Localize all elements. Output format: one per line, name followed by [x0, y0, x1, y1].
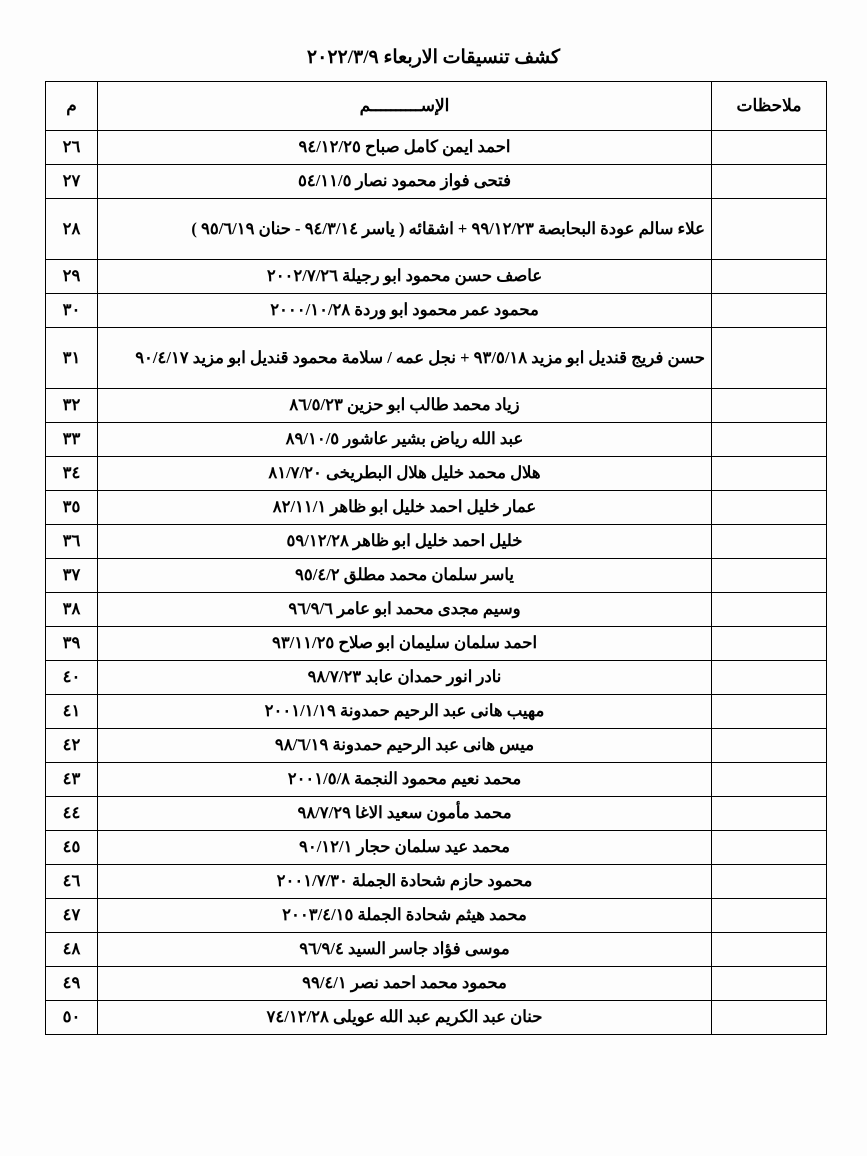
cell-number: ٤٨ — [46, 933, 98, 967]
cell-name: محمد هيثم شحادة الجملة ٢٠٠٣/٤/١٥ — [98, 899, 712, 933]
cell-notes — [712, 328, 827, 389]
cell-number: ٣٠ — [46, 294, 98, 328]
cell-name: محمود حازم شحادة الجملة ٢٠٠١/٧/٣٠ — [98, 865, 712, 899]
cell-name: احمد ايمن كامل صباح ٩٤/١٢/٢٥ — [98, 131, 712, 165]
cell-name: علاء سالم عودة البحابصة ٩٩/١٢/٢٣ + اشقائه ( ياسر ٩٤/٣/١٤ - حنان ٩٥/٦/١٩ ) — [98, 199, 712, 260]
cell-name: عبد الله رياض بشير عاشور ٨٩/١٠/٥ — [98, 423, 712, 457]
table-row — [46, 797, 827, 831]
table-row — [46, 933, 827, 967]
cell-name: حنان عبد الكريم عبد الله عويلى ٧٤/١٢/٢٨ — [98, 1001, 712, 1035]
cell-number: ٣٤ — [46, 457, 98, 491]
cell-name: نادر انور حمدان عابد ٩٨/٧/٢٣ — [98, 661, 712, 695]
table-row — [46, 763, 827, 797]
cell-number: ٤٣ — [46, 763, 98, 797]
table-row — [46, 199, 827, 260]
cell-notes — [712, 899, 827, 933]
cell-name: احمد سلمان سليمان ابو صلاح ٩٣/١١/٢٥ — [98, 627, 712, 661]
cell-notes — [712, 131, 827, 165]
table-row — [46, 389, 827, 423]
table-body — [46, 131, 827, 1035]
cell-notes — [712, 593, 827, 627]
cell-number: ٤٢ — [46, 729, 98, 763]
cell-number: ٥٠ — [46, 1001, 98, 1035]
table-row — [46, 593, 827, 627]
cell-number: ٤٧ — [46, 899, 98, 933]
cell-notes — [712, 525, 827, 559]
cell-notes — [712, 423, 827, 457]
cell-number: ٢٧ — [46, 165, 98, 199]
cell-name: محمد عيد سلمان حجار ٩٠/١٢/١ — [98, 831, 712, 865]
table-row — [46, 260, 827, 294]
cell-name: فتحى فواز محمود نصار ٥٤/١١/٥ — [98, 165, 712, 199]
cell-name: محمود عمر محمود ابو وردة ٢٠٠٠/١٠/٢٨ — [98, 294, 712, 328]
cell-name: عاصف حسن محمود ابو رجيلة ٢٠٠٢/٧/٢٦ — [98, 260, 712, 294]
cell-number: ٣٨ — [46, 593, 98, 627]
cell-name: زياد محمد طالب ابو حزين ٨٦/٥/٢٣ — [98, 389, 712, 423]
cell-number: ٤٩ — [46, 967, 98, 1001]
cell-notes — [712, 260, 827, 294]
cell-number: ٣٣ — [46, 423, 98, 457]
cell-notes — [712, 695, 827, 729]
coordinations-table — [45, 81, 827, 1035]
cell-notes — [712, 729, 827, 763]
cell-number: ٣١ — [46, 328, 98, 389]
cell-number: ٤٤ — [46, 797, 98, 831]
table-row — [46, 831, 827, 865]
table-header-row — [46, 82, 827, 131]
cell-number: ٣٩ — [46, 627, 98, 661]
cell-number: ٢٩ — [46, 260, 98, 294]
table-row — [46, 729, 827, 763]
cell-name: عمار خليل احمد خليل ابو ظاهر ٨٢/١١/١ — [98, 491, 712, 525]
cell-name: محمود محمد احمد نصر ٩٩/٤/١ — [98, 967, 712, 1001]
cell-name: ياسر سلمان محمد مطلق ٩٥/٤/٢ — [98, 559, 712, 593]
cell-notes — [712, 389, 827, 423]
cell-notes — [712, 797, 827, 831]
cell-notes — [712, 865, 827, 899]
table-row — [46, 967, 827, 1001]
cell-name: مهيب هانى عبد الرحيم حمدونة ٢٠٠١/١/١٩ — [98, 695, 712, 729]
cell-notes — [712, 967, 827, 1001]
cell-notes — [712, 199, 827, 260]
column-header-notes: ملاحظات — [712, 82, 827, 131]
cell-name: ميس هانى عبد الرحيم حمدونة ٩٨/٦/١٩ — [98, 729, 712, 763]
table-header — [46, 82, 827, 131]
cell-name: هلال محمد خليل هلال البطريخى ٨١/٧/٢٠ — [98, 457, 712, 491]
table-row — [46, 131, 827, 165]
cell-notes — [712, 831, 827, 865]
column-header-number: م — [46, 82, 98, 131]
table-container — [0, 81, 867, 1035]
cell-number: ٤٥ — [46, 831, 98, 865]
cell-notes — [712, 1001, 827, 1035]
cell-number: ٤٠ — [46, 661, 98, 695]
cell-notes — [712, 661, 827, 695]
cell-number: ٣٦ — [46, 525, 98, 559]
table-row — [46, 328, 827, 389]
cell-number: ٣٥ — [46, 491, 98, 525]
cell-number: ٢٦ — [46, 131, 98, 165]
table-row — [46, 559, 827, 593]
cell-name: حسن فريج قنديل ابو مزيد ٩٣/٥/١٨ + نجل عمه / سلامة محمود قنديل ابو مزيد ٩٠/٤/١٧ — [98, 328, 712, 389]
cell-notes — [712, 165, 827, 199]
cell-number: ٣٢ — [46, 389, 98, 423]
cell-notes — [712, 627, 827, 661]
table-row — [46, 423, 827, 457]
table-row — [46, 627, 827, 661]
cell-number: ٤٦ — [46, 865, 98, 899]
cell-notes — [712, 933, 827, 967]
cell-name: خليل احمد خليل ابو ظاهر ٥٩/١٢/٢٨ — [98, 525, 712, 559]
cell-number: ٤١ — [46, 695, 98, 729]
cell-notes — [712, 559, 827, 593]
cell-name: محمد نعيم محمود النجمة ٢٠٠١/٥/٨ — [98, 763, 712, 797]
cell-notes — [712, 763, 827, 797]
cell-notes — [712, 457, 827, 491]
cell-notes — [712, 491, 827, 525]
cell-number: ٢٨ — [46, 199, 98, 260]
table-row — [46, 661, 827, 695]
table-row — [46, 294, 827, 328]
table-row — [46, 457, 827, 491]
table-row — [46, 525, 827, 559]
cell-name: وسيم مجدى محمد ابو عامر ٩٦/٩/٦ — [98, 593, 712, 627]
table-row — [46, 865, 827, 899]
page-title: كشف تنسيقات الاربعاء ٢٠٢٢/٣/٩ — [306, 47, 561, 68]
cell-number: ٣٧ — [46, 559, 98, 593]
table-row — [46, 165, 827, 199]
cell-name: موسى فؤاد جاسر السيد ٩٦/٩/٤ — [98, 933, 712, 967]
cell-notes — [712, 294, 827, 328]
cell-name: محمد مأمون سعيد الاغا ٩٨/٧/٢٩ — [98, 797, 712, 831]
table-row — [46, 695, 827, 729]
table-row — [46, 899, 827, 933]
table-row — [46, 1001, 827, 1035]
table-row — [46, 491, 827, 525]
column-header-name: الإســــــــــم — [98, 82, 712, 131]
